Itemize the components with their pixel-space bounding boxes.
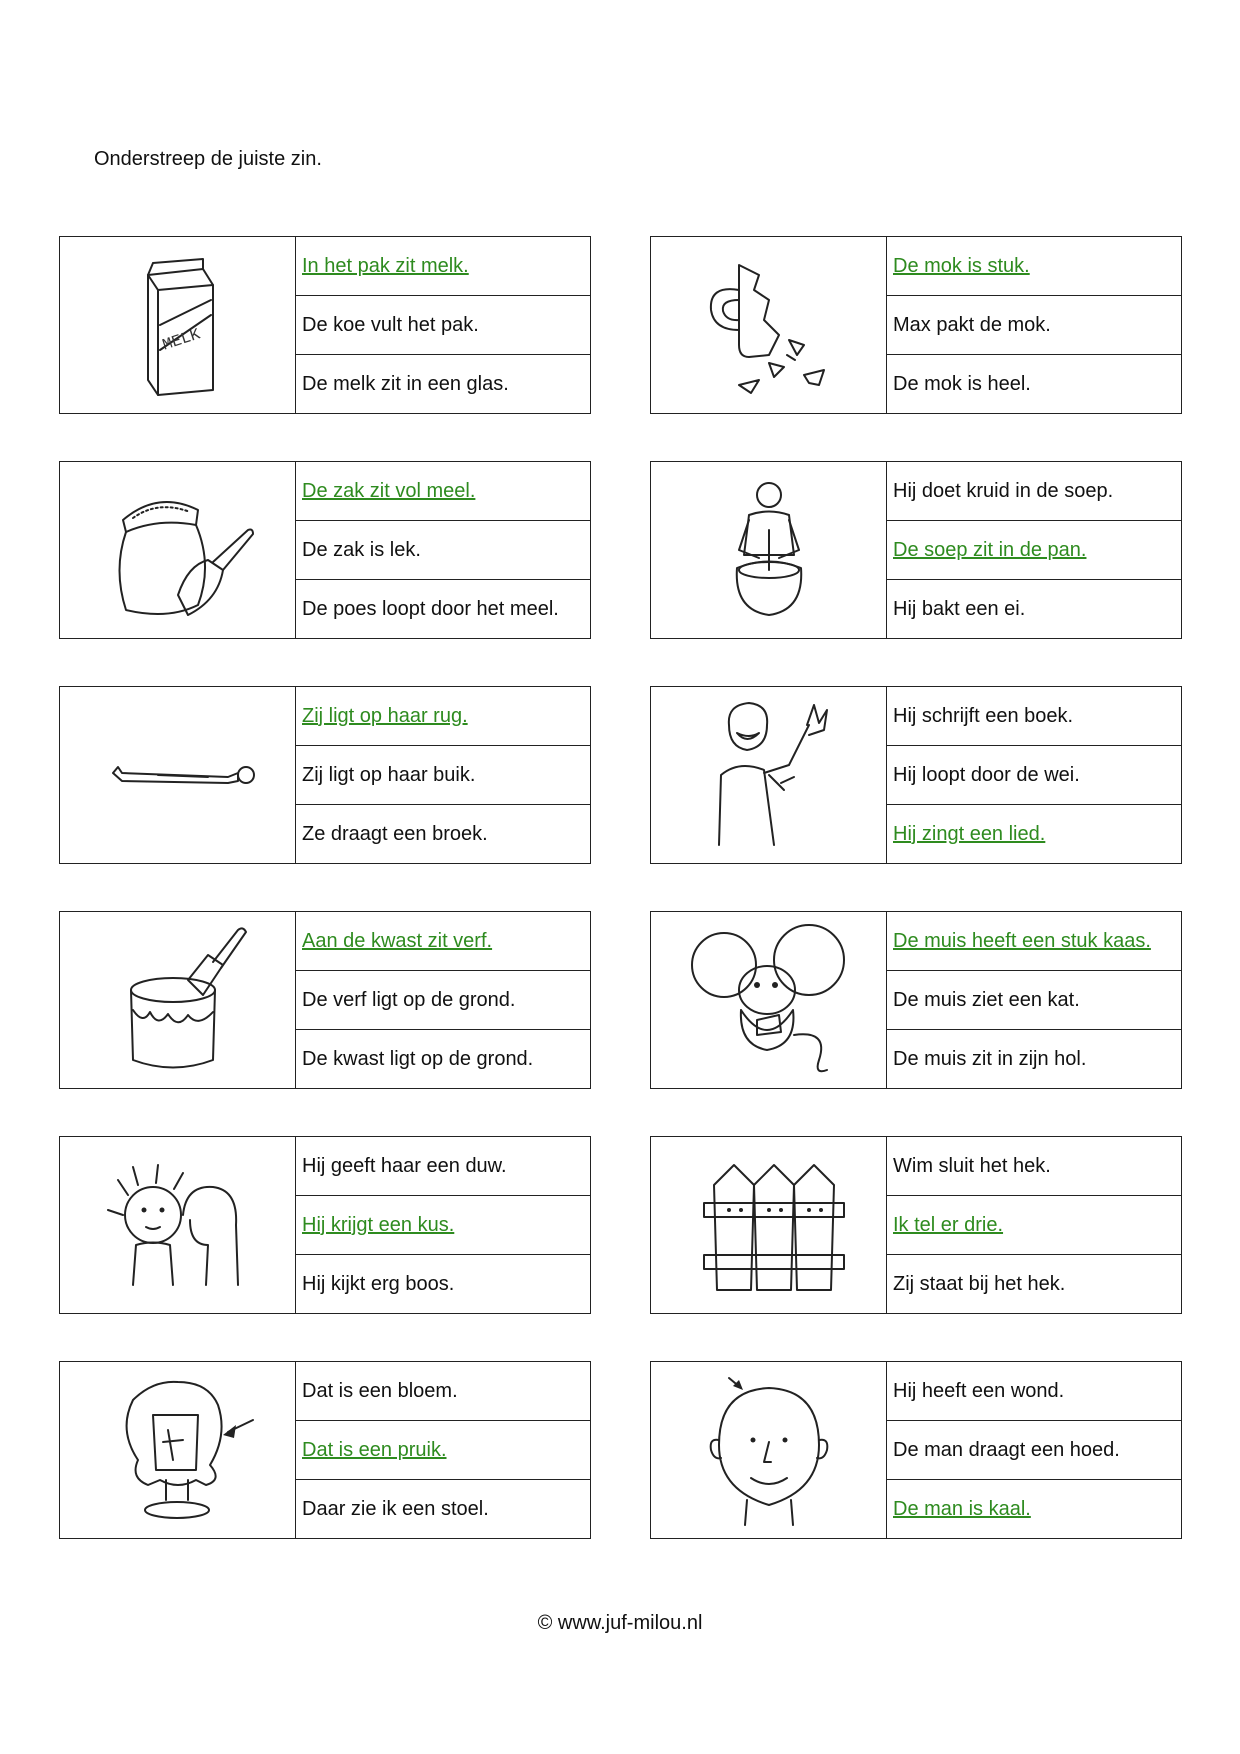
option-7-1[interactable]: Aan de kwast zit verf. — [296, 912, 590, 971]
exercise-card-7 — [59, 911, 591, 1089]
option-1-2[interactable]: De koe vult het pak. — [296, 296, 590, 355]
exercise-card-6 — [650, 686, 1182, 864]
bald-man-icon — [669, 1370, 869, 1530]
option-11-3[interactable]: Daar zie ik een stoel. — [302, 1497, 489, 1520]
instruction-text: Onderstreep de juiste zin. — [94, 148, 322, 170]
exercise-card-3 — [59, 461, 591, 639]
option-8-3[interactable]: De muis zit in zijn hol. — [893, 1047, 1087, 1070]
exercise-card-2 — [650, 236, 1182, 414]
wig-on-stand-icon — [78, 1370, 278, 1530]
option-12-2[interactable]: De man draagt een hoed. — [887, 1421, 1181, 1480]
option-8-2[interactable]: De muis ziet een kat. — [887, 971, 1181, 1030]
option-2-3[interactable]: De mok is heel. — [893, 372, 1031, 395]
option-11-2[interactable]: Dat is een pruik. — [296, 1421, 590, 1480]
option-2-2[interactable]: Max pakt de mok. — [887, 296, 1181, 355]
man-stirring-pot-icon — [669, 470, 869, 630]
broken-mug-icon — [669, 245, 869, 405]
option-11-1[interactable]: Dat is een bloem. — [296, 1362, 590, 1421]
paint-can-brush-icon — [78, 920, 278, 1080]
exercise-card-1 — [59, 236, 591, 414]
flour-sack-icon — [78, 470, 278, 630]
option-7-2[interactable]: De verf ligt op de grond. — [296, 971, 590, 1030]
option-1-3[interactable]: De melk zit in een glas. — [302, 372, 509, 395]
option-8-1[interactable]: De muis heeft een stuk kaas. — [887, 912, 1181, 971]
fence-icon — [669, 1145, 869, 1305]
option-12-3[interactable]: De man is kaal. — [893, 1497, 1031, 1520]
option-9-3[interactable]: Hij kijkt erg boos. — [302, 1272, 455, 1295]
option-9-1[interactable]: Hij geeft haar een duw. — [296, 1137, 590, 1196]
svg-text:MELK: MELK — [159, 325, 202, 355]
option-6-2[interactable]: Hij loopt door de wei. — [887, 746, 1181, 805]
lying-person-icon — [78, 695, 278, 855]
option-10-1[interactable]: Wim sluit het hek. — [887, 1137, 1181, 1196]
option-5-3[interactable]: Ze draagt een broek. — [302, 822, 488, 845]
exercise-card-5 — [59, 686, 591, 864]
exercise-card-9 — [59, 1136, 591, 1314]
exercise-card-10 — [650, 1136, 1182, 1314]
option-4-3[interactable]: Hij bakt een ei. — [893, 597, 1026, 620]
option-6-1[interactable]: Hij schrijft een boek. — [887, 687, 1181, 746]
option-3-1[interactable]: De zak zit vol meel. — [296, 462, 590, 521]
mouse-with-cheese-icon — [669, 920, 869, 1080]
footer-copyright: © www.juf-milou.nl — [537, 1612, 703, 1634]
option-5-1[interactable]: Zij ligt op haar rug. — [296, 687, 590, 746]
kiss-on-cheek-icon — [78, 1145, 278, 1305]
option-1-1[interactable]: In het pak zit melk. — [296, 237, 590, 296]
option-2-1[interactable]: De mok is stuk. — [887, 237, 1181, 296]
option-4-2[interactable]: De soep zit in de pan. — [887, 521, 1181, 580]
option-6-3[interactable]: Hij zingt een lied. — [893, 822, 1046, 845]
option-9-2[interactable]: Hij krijgt een kus. — [296, 1196, 590, 1255]
option-4-1[interactable]: Hij doet kruid in de soep. — [887, 462, 1181, 521]
option-3-3[interactable]: De poes loopt door het meel. — [302, 597, 559, 620]
exercise-card-4 — [650, 461, 1182, 639]
option-7-3[interactable]: De kwast ligt op de grond. — [302, 1047, 534, 1070]
milk-carton-icon — [78, 245, 278, 405]
singing-boy-icon — [669, 695, 869, 855]
exercise-card-12 — [650, 1361, 1182, 1539]
option-10-2[interactable]: Ik tel er drie. — [887, 1196, 1181, 1255]
option-5-2[interactable]: Zij ligt op haar buik. — [296, 746, 590, 805]
option-3-2[interactable]: De zak is lek. — [296, 521, 590, 580]
option-10-3[interactable]: Zij staat bij het hek. — [893, 1272, 1066, 1295]
option-12-1[interactable]: Hij heeft een wond. — [887, 1362, 1181, 1421]
exercise-card-11 — [59, 1361, 591, 1539]
exercise-card-8 — [650, 911, 1182, 1089]
